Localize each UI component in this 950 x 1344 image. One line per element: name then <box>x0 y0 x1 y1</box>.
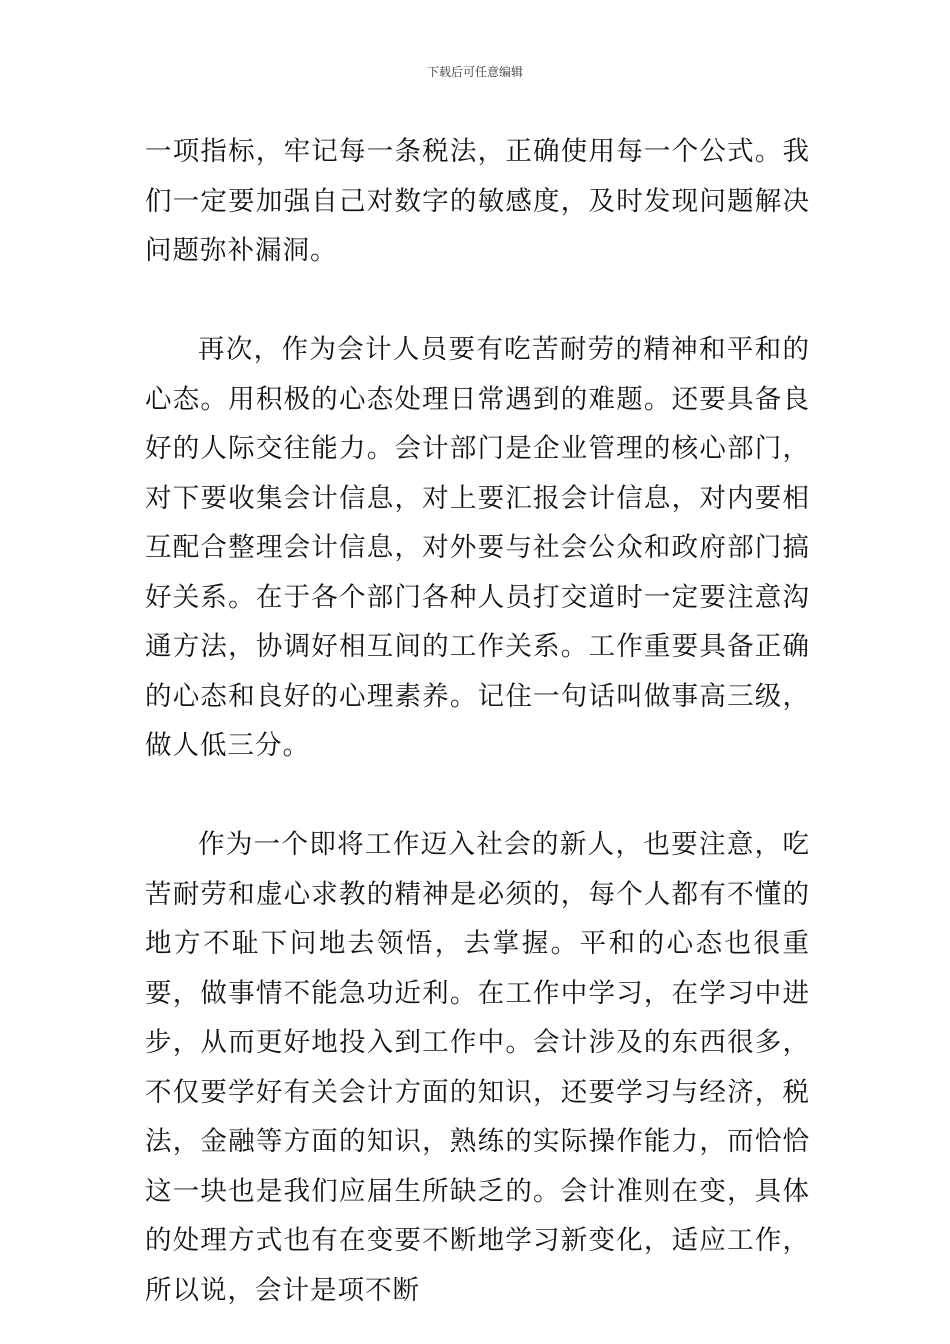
document-body <box>145 127 810 1315</box>
paragraph-continuation: 一项指标，牢记每一条税法，正确使用每一个公式。我们一定要加强自己对数字的敏感度，及时发现问题解决问题弥补漏洞。 <box>145 136 810 266</box>
paragraph-attitude: 再次，作为会计人员要有吃苦耐劳的精神和平和的心态。用积极的心态处理日常遇到的难题。还要具备良好的人际交往能力。会计部门是企业管理的核心部门，对下要收集会计信息，对上要汇报会计信息，对内要相互配合整理会计信息，对外要与社会公众和政府部门搞好关系。在于各个部门各种人员打交道时一定要注意沟通方法，协调好相互间的工作关系。工作重要具备正确的心态和良好的心理素养。记住一句话叫做事高三级，做人低三分。 <box>145 334 810 761</box>
paragraph-newcomer: 作为一个即将工作迈入社会的新人，也要注意，吃苦耐劳和虚心求教的精神是必须的，每个人都有不懂的地方不耻下问地去领悟，去掌握。平和的心态也很重要，做事情不能急功近利。在工作中学习，在学习中进步，从而更好地投入到工作中。会计涉及的东西很多，不仅要学好有关会计方面的知识，还要学习与经济，税法，金融等方面的知识，熟练的实际操作能力，而恰恰这一块也是我们应届生所缺乏的。会计准则在变，具体的处理方式也有在变要不断地学习新变化，适应工作，所以说，会计是项不断 <box>145 829 810 1306</box>
paragraph-gap <box>145 771 810 821</box>
page-header-note: 下载后可任意编辑 <box>426 65 523 79</box>
paragraph-gap <box>145 276 810 326</box>
